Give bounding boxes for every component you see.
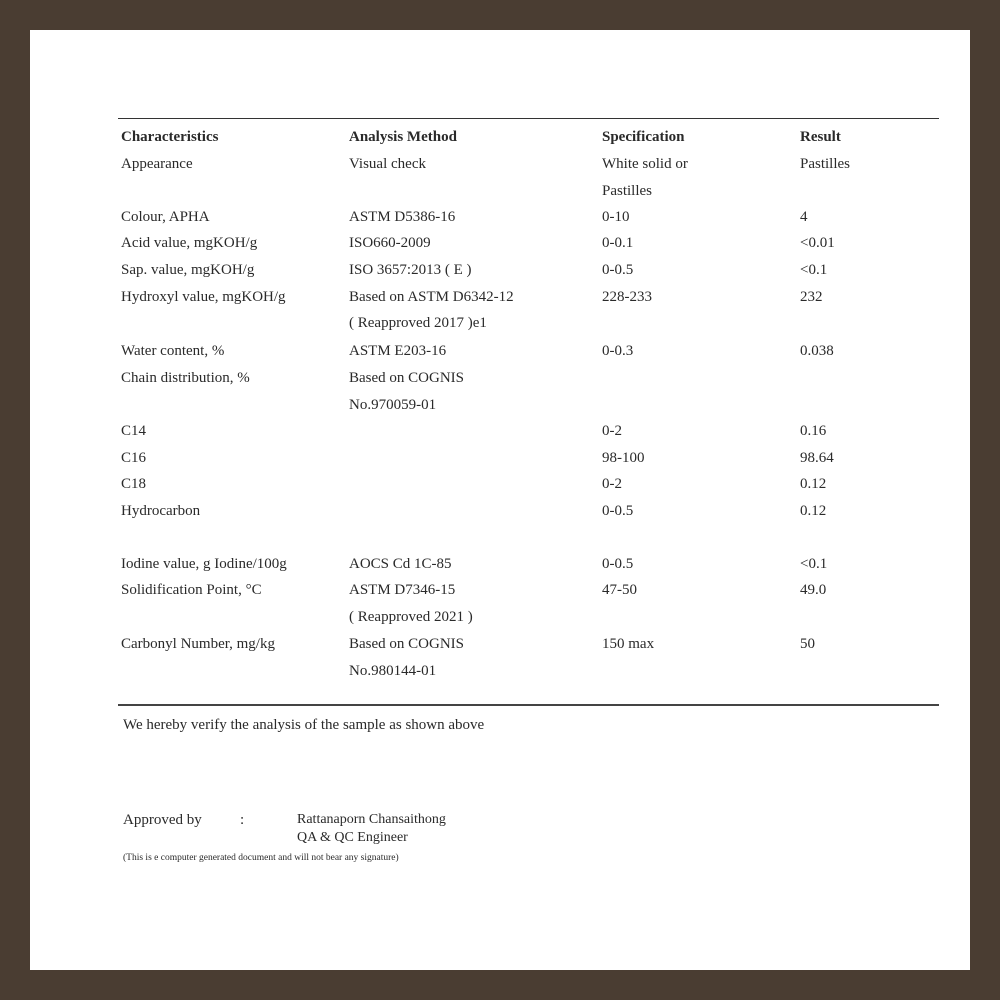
cell-result: 0.12 [800,476,827,492]
cell-method: ( Reapproved 2021 ) [349,609,473,625]
cell-method: ISO660-2009 [349,235,431,251]
cell-characteristic: Appearance [121,156,193,172]
cell-result: 50 [800,636,815,652]
header-result: Result [800,129,841,145]
cell-method: Based on COGNIS [349,636,464,652]
bottom-rule [118,704,939,706]
cell-specification: 47-50 [602,582,637,598]
cell-method: ASTM E203-16 [349,343,447,359]
cell-characteristic: C18 [121,476,147,492]
cell-method: Visual check [349,156,426,172]
cell-specification: Pastilles [602,183,653,199]
cell-characteristic: Carbonyl Number, mg/kg [121,636,275,652]
cell-characteristic: C16 [121,450,147,466]
cell-specification: 0-0.1 [602,235,634,251]
cell-result: 98.64 [800,450,834,466]
cell-method: ISO 3657:2013 ( E ) [349,262,472,278]
approved-by-label: Approved by [123,812,202,828]
cell-method: Based on COGNIS [349,370,464,386]
cell-specification: 0-2 [602,476,622,492]
cell-result: Pastilles [800,156,851,172]
cell-characteristic: Solidification Point, °C [121,582,262,598]
cell-result: <0.01 [800,235,835,251]
approver-title: QA & QC Engineer [297,830,408,845]
cell-specification: 0-0.5 [602,556,634,572]
approved-by-colon: : [240,812,245,828]
cell-specification: 0-10 [602,209,630,225]
cell-result: 232 [800,289,823,305]
cell-method: No.970059-01 [349,397,437,413]
cell-specification: 0-0.5 [602,262,634,278]
verification-statement: We hereby verify the analysis of the sample as shown above [123,717,485,733]
approver-block [297,811,446,847]
cell-characteristic: Sap. value, mgKOH/g [121,262,255,278]
approver-name: Rattanaporn Chansaithong [297,812,446,827]
cell-result: 49.0 [800,582,827,598]
cell-specification: 150 max [602,636,655,652]
header-analysis-method: Analysis Method [349,129,457,145]
cell-specification: 98-100 [602,450,645,466]
cell-characteristic: Acid value, mgKOH/g [121,235,258,251]
cell-result: 0.038 [800,343,834,359]
cell-method: Based on ASTM D6342-12 [349,289,514,305]
cell-method: ASTM D5386-16 [349,209,456,225]
cell-characteristic: Hydroxyl value, mgKOH/g [121,289,286,305]
cell-characteristic: Water content, % [121,343,225,359]
cell-specification: 0-2 [602,423,622,439]
cell-result: 0.12 [800,503,827,519]
cell-method: AOCS Cd 1C-85 [349,556,452,572]
cell-method: ( Reapproved 2017 )e1 [349,315,487,331]
cell-characteristic: Chain distribution, % [121,370,250,386]
top-rule [118,118,939,119]
cell-result: 0.16 [800,423,827,439]
cell-result: <0.1 [800,262,828,278]
computer-generated-note: (This is e computer generated document and will not bear any signature) [123,853,399,863]
cell-characteristic: Hydrocarbon [121,503,201,519]
cell-result: <0.1 [800,556,828,572]
cell-characteristic: C14 [121,423,147,439]
cell-specification: White solid or [602,156,688,172]
cell-characteristic: Colour, APHA [121,209,210,225]
cell-method: No.980144-01 [349,663,437,679]
document-page [30,30,970,970]
cell-specification: 0-0.5 [602,503,634,519]
cell-result: 4 [800,209,808,225]
cell-specification: 228-233 [602,289,652,305]
cell-characteristic: Iodine value, g Iodine/100g [121,556,287,572]
cell-method: ASTM D7346-15 [349,582,456,598]
header-characteristics: Characteristics [121,129,219,145]
cell-specification: 0-0.3 [602,343,634,359]
header-specification: Specification [602,129,685,145]
